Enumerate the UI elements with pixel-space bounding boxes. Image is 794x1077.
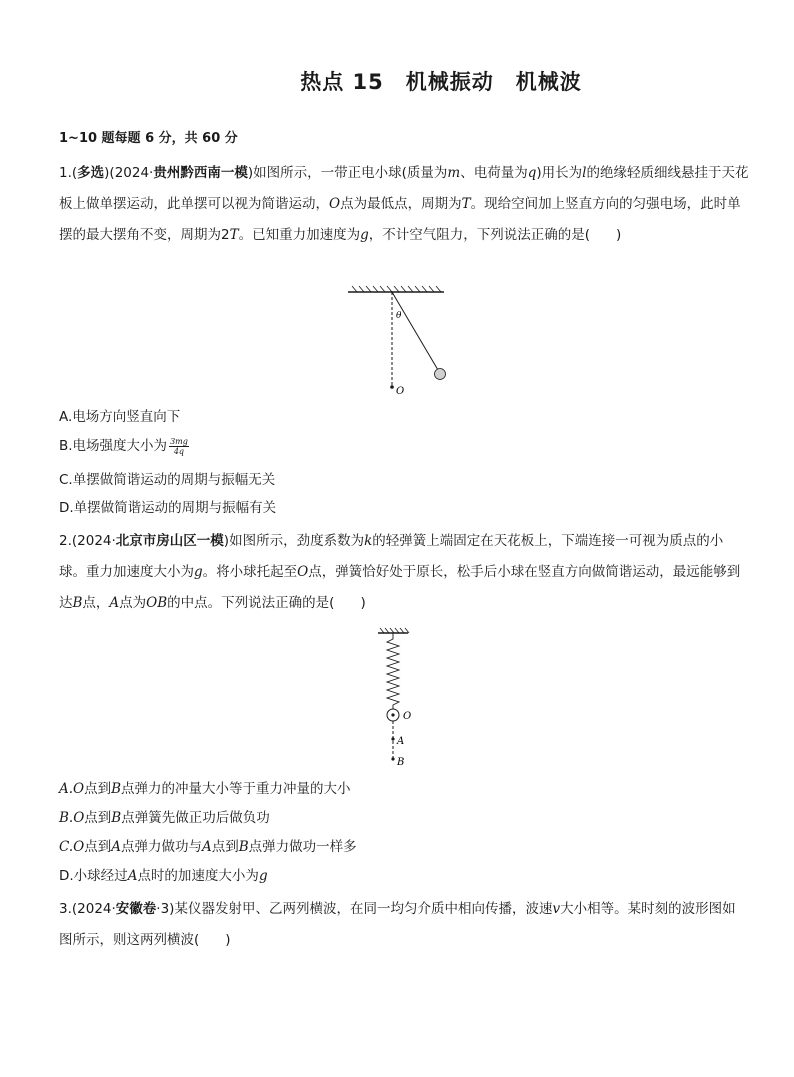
point-b-label: B [397, 757, 405, 768]
q1-option-d: D.单摆做简谐运动的周期与振幅有关 [59, 500, 277, 516]
angle-theta-label: θ [396, 311, 402, 321]
q2-option-b: B.O点到B点弹簧先做正功后做负功 [59, 810, 270, 826]
point-o-label: O [396, 386, 405, 397]
q1-option-a: A.电场方向竖直向下 [59, 409, 181, 425]
point-o-label: O [403, 711, 412, 722]
question-2-stem: 2.(2024·北京市房山区一模)如图所示，劲度系数为k的轻弹簧上端固定在天花板上，下端连接一可视为质点的小球。重力加速度大小为g。将小球托起至O点，弹簧恰好处于原长，松手后小球在竖直方向做简谐运动，最远能够到达B点，A点为OB的中点。下列说法正确的是( ) [59, 533, 741, 611]
score-note: 1~10 题每题 6 分，共 60 分 [59, 131, 238, 146]
page-title: 热点 15 机械振动 机械波 [300, 70, 582, 94]
question-3-stem: 3.(2024·安徽卷·3)某仪器发射甲、乙两列横波，在同一均匀介质中相向传播，波速v大小相等。某时刻的波形图如图所示，则这两列横波( ) [59, 901, 736, 948]
q1-option-b: B.电场强度大小为 $\frac{3mg}{4q}$ [59, 436, 188, 456]
q2-option-d: D.小球经过A点时的加速度大小为g [59, 868, 268, 884]
spring-figure [370, 627, 420, 769]
pendulum-figure [340, 284, 460, 400]
q2-option-a: A.O点到B点弹力的冲量大小等于重力冲量的大小 [59, 781, 351, 797]
point-a-label: A [397, 736, 405, 747]
q1-option-c: C.单摆做简谐运动的周期与振幅无关 [59, 472, 276, 488]
fraction: $\frac{3mg}{4q}$ [170, 436, 188, 456]
q2-option-c: C.O点到A点弹力做功与A点到B点弹力做功一样多 [59, 839, 357, 855]
question-1-stem: 1.(多选)(2024·贵州黔西南一模)如图所示，一带正电小球(质量为m、电荷量为q)用长为l的绝缘轻质细线悬挂于天花板上做单摆运动，此单摆可以视为简谐运动，O点为最低点，周期为T。现给空间加上竖直方向的匀强电场，此时单摆的最大摆角不变，周期为2T。已知重力加速度为g，不计空气阻力，下列说法正确的是( ) [59, 165, 749, 243]
